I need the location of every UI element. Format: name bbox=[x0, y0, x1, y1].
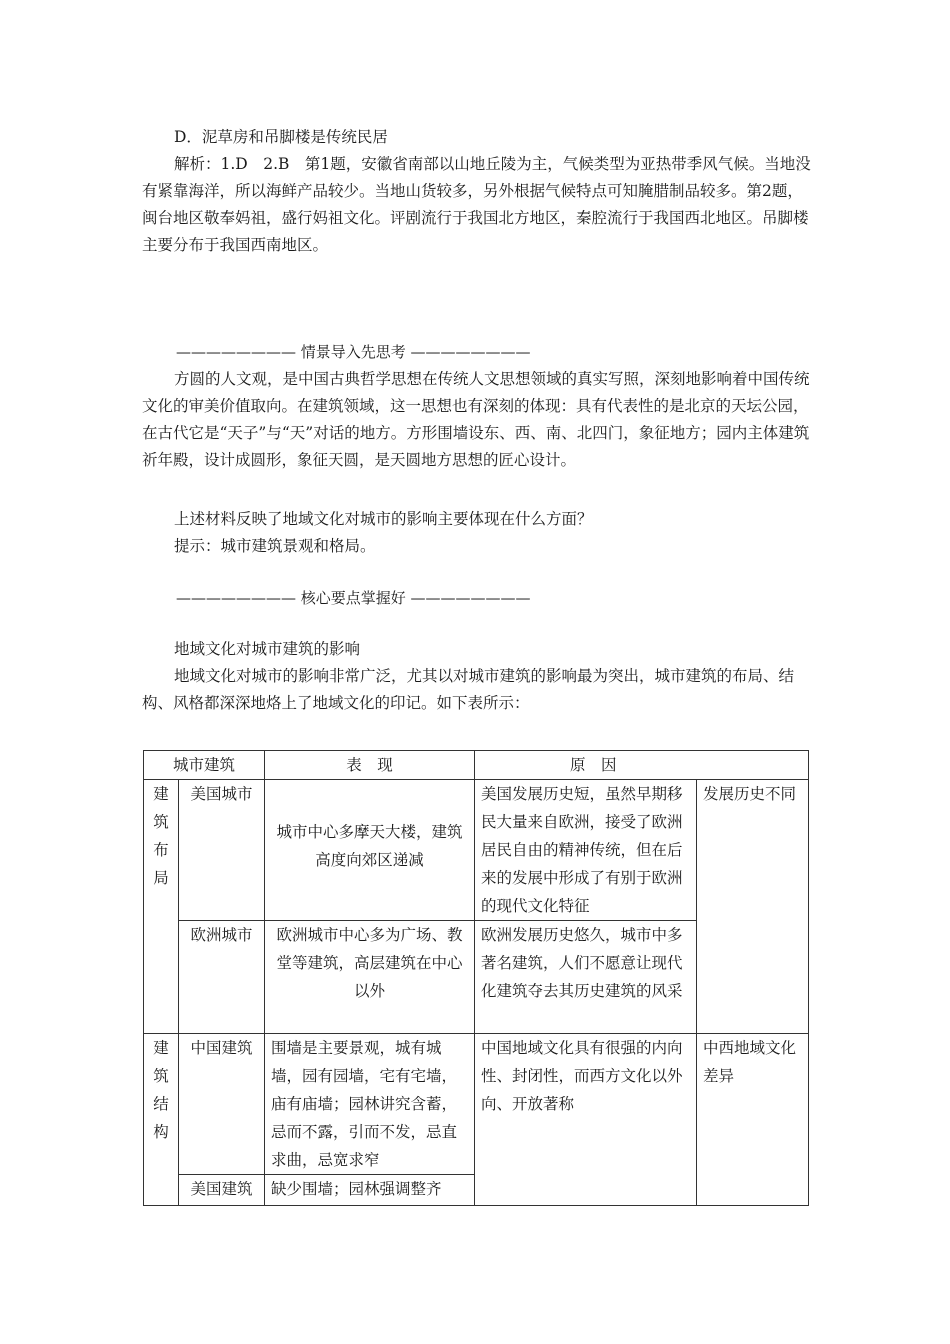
keypoints-paragraph: 地域文化对城市的影响非常广泛，尤其以对城市建筑的影响最为突出，城市建筑的布局、结构、风格都深深地烙上了地域文化的印记。如下表所示： bbox=[142, 667, 795, 712]
section-heading: 地域文化对城市建筑的影响 bbox=[174, 640, 361, 658]
analysis-paragraph: 解析：1.D 2.B 第1题，安徽省南部以山地丘陵为主，气候类型为亚热带季风气候。当地没有紧靠海洋，所以海鲜产品较少。当地山货较多，另外根据气候特点可知腌腊制品较多。第2题，闽台地区敬奉妈祖，盛行妈祖文化。评剧流行于我国北方地区，秦腔流行于我国西北地区。吊脚楼主要分布于我国西南地区。 bbox=[142, 155, 811, 254]
option-d: D．泥草房和吊脚楼是传统民居 bbox=[174, 128, 388, 146]
group-label-structure: 建 筑 结 构 bbox=[144, 1034, 179, 1206]
section-divider-keypoints: ———————— 核心要点掌握好 ———————— bbox=[176, 589, 531, 607]
performance-usa: 城市中心多摩天大楼，建筑高度向郊区递减 bbox=[265, 780, 475, 921]
section-divider-scenario: ———————— 情景导入先思考 ———————— bbox=[176, 343, 531, 361]
architecture-table bbox=[143, 750, 809, 1206]
table-row bbox=[144, 780, 809, 921]
header-performance: 表 现 bbox=[265, 751, 475, 780]
city-europe: 欧洲城市 bbox=[179, 921, 265, 1034]
header-city-building: 城市建筑 bbox=[144, 751, 265, 780]
summary-structure: 中西地域文化差异 bbox=[697, 1034, 809, 1206]
city-usa: 美国城市 bbox=[179, 780, 265, 921]
group-label-layout: 建 筑 布 局 bbox=[144, 780, 179, 1034]
reason-china-usa: 中国地域文化具有很强的内向性、封闭性，而西方文化以外向、开放著称 bbox=[475, 1034, 697, 1206]
city-china: 中国建筑 bbox=[179, 1034, 265, 1175]
table-header-row bbox=[144, 751, 809, 780]
summary-layout: 发展历史不同 bbox=[697, 780, 809, 1034]
header-reason: 原 因 bbox=[475, 751, 809, 780]
scenario-paragraph: 方圆的人文观，是中国古典哲学思想在传统人文思想领域的真实写照，深刻地影响着中国传统文化的审美价值取向。在建筑领域，这一思想也有深刻的体现：具有代表性的是北京的天坛公园，在古代它是“天子”与“天”对话的地方。方形围墙设东、西、南、北四门，象征地方；园内主体建筑祈年殿，设计成圆形，象征天圆，是天圆地方思想的匠心设计。 bbox=[142, 370, 810, 469]
performance-usa-building: 缺少围墙；园林强调整齐 bbox=[265, 1175, 475, 1206]
reason-usa: 美国发展历史短，虽然早期移民大量来自欧洲，接受了欧洲居民自由的精神传统，但在后来的发展中形成了有别于欧洲的现代文化特征 bbox=[475, 780, 697, 921]
scenario-hint: 提示：城市建筑景观和格局。 bbox=[174, 537, 376, 555]
scenario-question: 上述材料反映了地域文化对城市的影响主要体现在什么方面？ bbox=[174, 510, 593, 528]
performance-china: 围墙是主要景观，城有城墙，园有园墙，宅有宅墙，庙有庙墙；园林讲究含蓄，忌而不露，引而不发，忌直求曲，忌宽求窄 bbox=[265, 1034, 475, 1175]
reason-europe: 欧洲发展历史悠久，城市中多著名建筑，人们不愿意让现代化建筑夺去其历史建筑的风采 bbox=[475, 921, 697, 1034]
performance-europe: 欧洲城市中心多为广场、教堂等建筑，高层建筑在中心以外 bbox=[265, 921, 475, 1034]
table-row bbox=[144, 1034, 809, 1175]
city-usa-building: 美国建筑 bbox=[179, 1175, 265, 1206]
